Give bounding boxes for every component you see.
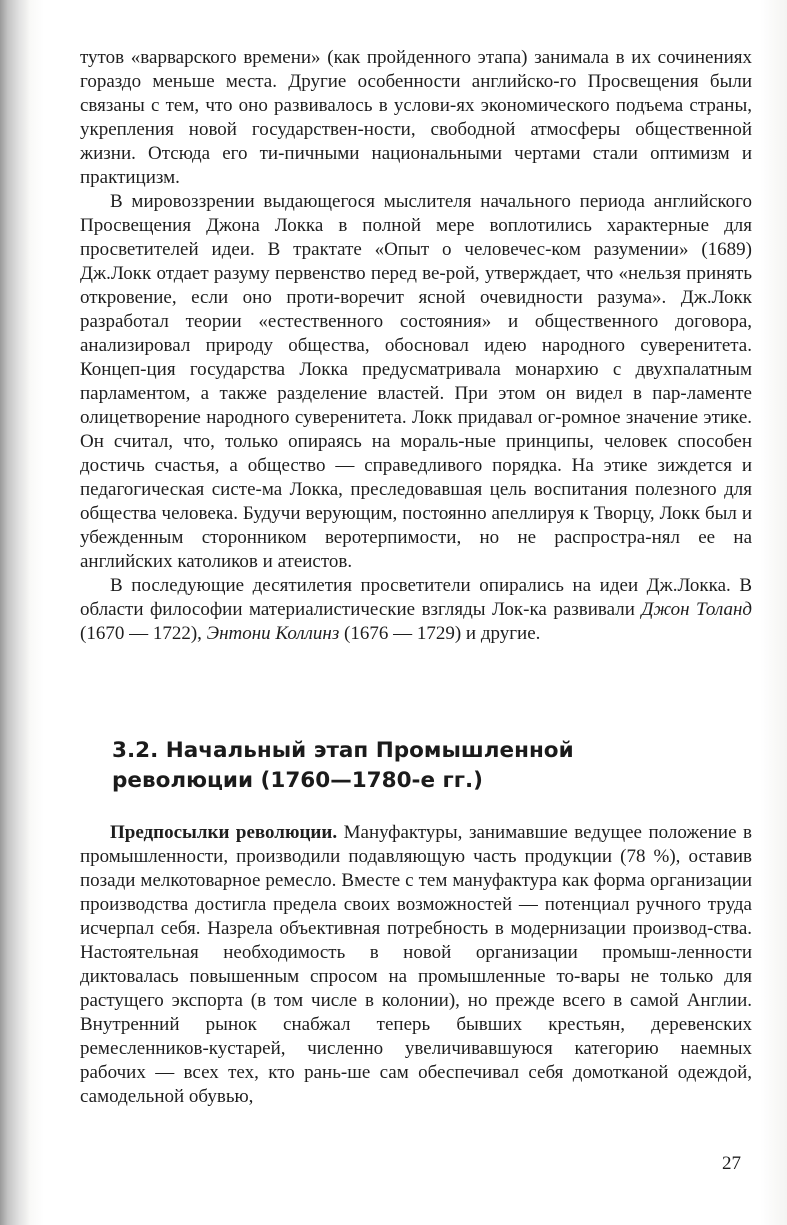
body-text-top bbox=[80, 46, 752, 646]
page-number: 27 bbox=[722, 1153, 741, 1174]
section-heading-line-1: 3.2. Начальный этап Промышленной bbox=[112, 738, 574, 763]
name-toland: Джон Толанд bbox=[641, 599, 752, 620]
paragraph-3-text-mid: (1670 — 1722), bbox=[80, 623, 207, 644]
paragraph-3-text-after: (1676 — 1729) и другие. bbox=[339, 623, 541, 644]
paragraph-2: В мировоззрении выдающегося мыслителя начального периода английского Просвещения Джона Локка в полной мере воплотились характерные для просветителей идеи. В трактате «Опыт о человечес-ком разумении» (1689) Дж.Локк отдает разуму первенство перед ве-рой, утверждает, что «нельзя принять откровение, если оно проти-воречит ясной очевидности разума». Дж.Локк разработал теории «естественного состояния» и общественного договора, анализировал природу общества, обосновал идею народного суверенитета. Концеп-ция государства Локка предусматривала монархию с двухпалатным парламентом, а также разделение властей. При этом он видел в пар-ламенте олицетворение народного суверенитета. Локк придавал ог-ромное значение этике. Он считал, что, только опираясь на мораль-ные принципы, человек способен достичь счастья, а общество — справедливого порядка. На этике зиждется и педагогическая систе-ма Локка, преследовавшая цель воспитания полезного для общества человека. Будучи верующим, постоянно апеллируя к Творцу, Локк был и убежденным сторонником веротерпимости, но не распростра-нял ее на английских католиков и атеистов. bbox=[80, 191, 752, 572]
page-spine-shadow bbox=[0, 0, 30, 1225]
paragraph-3-text-before: В последующие десятилетия просветители опирались на идеи Дж.Локка. В области философии материалистические взгляды Лок-ка развивали bbox=[80, 575, 752, 620]
paragraph-3 bbox=[80, 574, 752, 646]
name-collins: Энтони Коллинз bbox=[206, 623, 340, 644]
paragraph-lead: Предпосылки революции. bbox=[110, 822, 338, 843]
body-text-bottom bbox=[80, 821, 752, 1109]
paragraph-1: тутов «варварского времени» (как пройденного этапа) занимала в их сочинениях гораздо меньше места. Другие особенности английско-го Просвещения были связаны с тем, что оно развивалось в услови-ях экономического подъема страны, укрепления новой государствен-ности, свободной атмосферы общественной жизни. Отсюда его ти-пичными национальными чертами стали оптимизм и практицизм. bbox=[80, 47, 752, 188]
section-heading bbox=[112, 736, 732, 796]
paragraph-4 bbox=[80, 821, 752, 1109]
section-heading-line-2: революции (1760—1780-е гг.) bbox=[112, 768, 484, 793]
paragraph-4-text: Мануфактуры, занимавшие ведущее положение в промышленности, производили подавляющую часть продукции (78 %), оставив позади мелкотоварное ремесло. Вместе с тем мануфактура как форма организации производства достигла предела своих возможностей — потенциал ручного труда исчерпал себя. Назрела объективная потребность в модернизации производ-ства. Настоятельная необходимость в новой организации промыш-ленности диктовалась повышенным спросом на промышленные то-вары не только для растущего экспорта (в том числе в колонии), но прежде всего в самой Англии. Внутренний рынок снабжал теперь бывших крестьян, деревенских ремесленников-кустарей, численно увеличивавшуюся категорию наемных рабочих — всех тех, кто рань-ше сам обеспечивал себя домотканой одеждой, самодельной обувью, bbox=[80, 822, 752, 1107]
